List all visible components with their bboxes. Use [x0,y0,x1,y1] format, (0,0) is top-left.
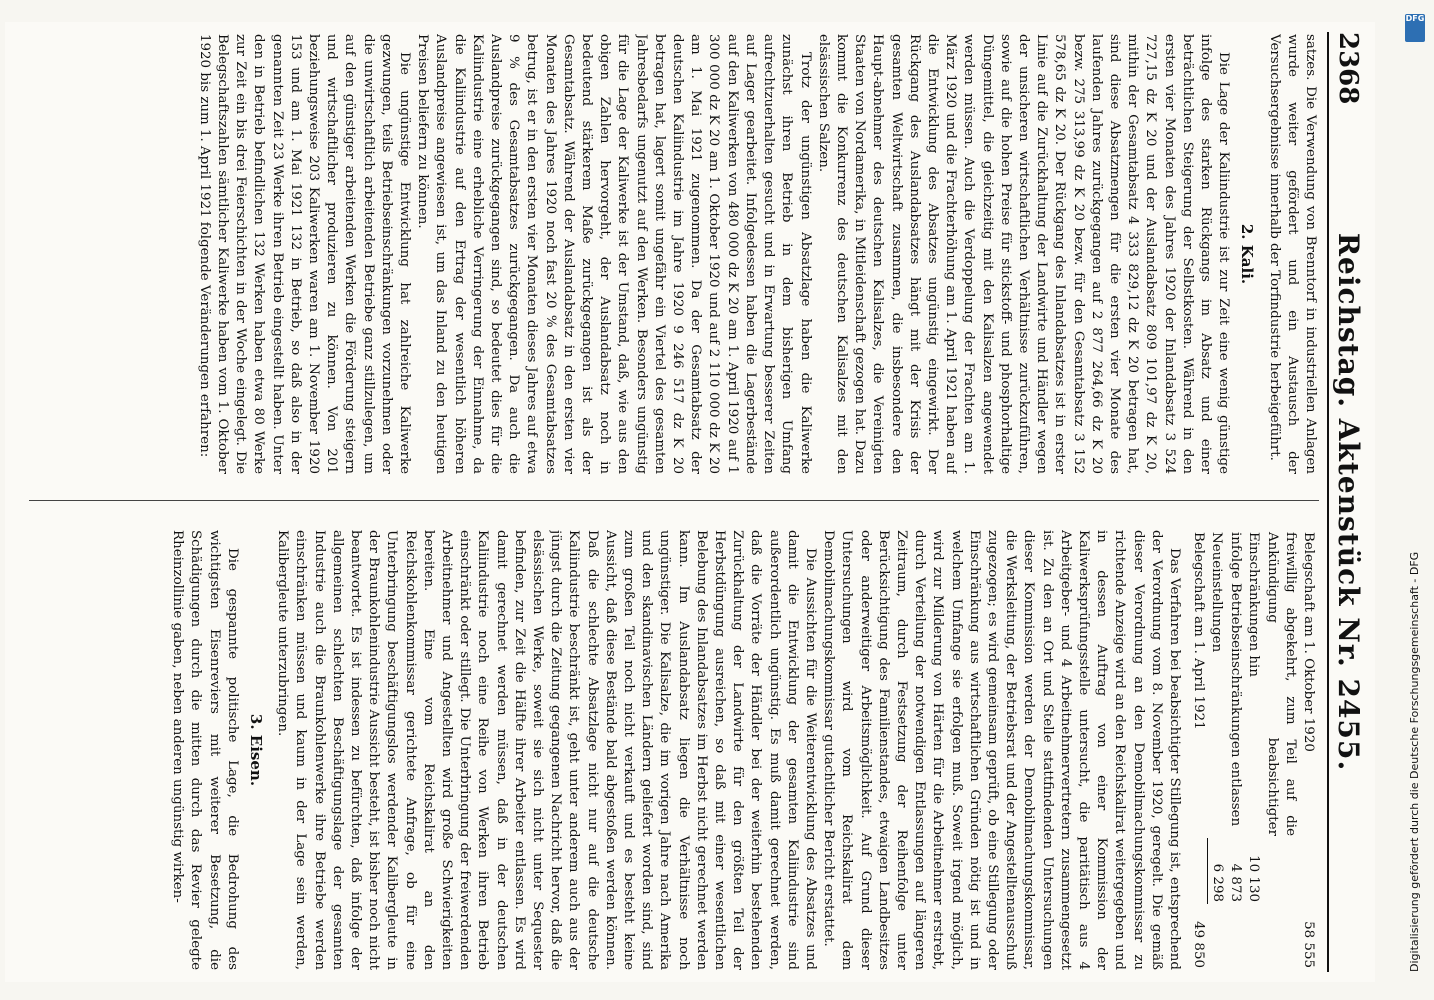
row-value: 58 555 [1301,921,1316,968]
row-label: Belegschaft am 1. April 1921 [1191,532,1207,730]
paragraph: Die Lage der Kaliindustrie ist zur Zeit eine wenig günstige infolge des starken Rückgangs im Absatz und einer beträchtlichen Steigerung der Selbstkosten. Während in den ersten vier Monaten des Jahres 1920 der Inlandabsatz 3 524 727,15 dz K 20 und der Auslandabsatz 809 101,97 dz K 20, mithin der Gesamtabsatz 4 333 829,12 dz K 20 betragen hat, sind diese Absatzmengen für die ersten vier Monate des laufenden Jahres zurückgegangen auf 2 877 264,66 dz K 20 bezw. 275 313,99 dz K 20 bezw. für den Gesamtabsatz 3 152 578,65 dz K 20. Der Rückgang des Inlandabsatzes ist in erster Linie auf die Zurückhaltung der Landwirte und Händler wegen der unsicheren wirtschaftlichen Verhältnisse zurückzuführen, sowie auf die hohen Preise für stickstoff- und phosphorhaltige Düngemittel, die gleichzeitig mit den Kalisalzen angewendet werden müssen. Auch die Verdoppelung der Frachten am 1. März 1920 und die Frachterhöhung am 1. April 1921 haben auf die Entwicklung des Absatzes ungünstig eingewirkt. Der Rückgang des Auslandabsatzes hängt mit der Krisis der gesamten Weltwirtschaft zusammen, die insbesondere den Haupt-abnehmer des deutschen Kalisalzes, die Vereinigten Staaten von Nordamerika, in Mitleidenschaft gezogen hat. Dazu kommt die Konkurrenz des deutschen Kalisalzes mit den elsässischen Salzen. [815,34,1232,474]
left-column [19,34,1319,474]
row-value [1226,904,1244,970]
row-label: infolge Betriebseinschränkungen entlassen [1228,532,1244,827]
table-row [1226,530,1244,970]
row-label: freiwillig abgekehrt, zum Teil auf die Ankündigung beabsichtigter Einschränkungen hin [1246,532,1298,836]
workforce-table [1189,530,1317,970]
page-number: 2368 [1333,32,1363,105]
row-value: 49 850 [1191,921,1207,968]
digitization-stamp [1398,6,1432,994]
row-label: Belegschaft am 1. Oktober 1920 [1301,532,1316,752]
rotated-page [5,22,1375,982]
table-row [1189,530,1207,970]
column-divider [29,500,1319,501]
section-heading-kali: 2. Kali. [1238,223,1257,285]
table-row [1244,530,1299,970]
row-value [1299,838,1317,904]
dfg-logo: DFG [1405,14,1425,42]
paragraph: Die gespannte politische Lage, die Bedrohung des wichtigsten Eisenreviers mit weiterer Besetzung, die Schädigungen durch die mitten durch das Revier gelegte Rheinzollinie gaben, neben anderen ungünstig wirken- [170,530,240,970]
table-row [1299,530,1317,970]
page-title: Reichstag. Aktenstück Nr. 2455. [1332,232,1365,772]
section-heading-eisen: 3. Eisen. [246,713,265,787]
paragraph: Das Verfahren bei beabsichtigter Stillegung ist, entsprechend der Verordnung vom 8. November 1920, geregelt. Die gemäß dieser Verordnung an den Demobilmachungskommissar zu richtende Anzeige wird an den Reichskalirat weitergegeben und in dessen Auftrag von einer Kommission der Kaliwerksprüfungsstelle untersucht, die paritätisch aus 4 Arbeitgeber- und 4 Arbeitnehmervertretern zusammengesetzt ist. Zu den an Ort und Stelle stattfindenden Untersuchungen dieser Kommission werden der Demobilmachungskommissar, die Werksleitung, der Betriebsrat und der Angestelltenausschuß zugezogen; es wird gemeinsam geprüft, ob eine Stillegung oder Einschränkung aus wirtschaftlichen Gründen nötig ist und in welchem Umfange sie erfolgen muß. Soweit irgend möglich, wird zur Milderung von Härten für die Arbeitnehmer erstrebt, durch Verteilung der notwendigen Entlassungen auf längeren Zeitraum, durch Festsetzung der Reihenfolge unter Berücksichtigung des Familienstandes, etwaigen Landbesitzes oder anderweitiger Arbeitsmöglichkeit. Auf Grund dieser Untersuchungen wird vom Reichskalirat dem Demobilmachungskommissar gutachtlicher Bericht erstattet. [821,530,1183,970]
row-value [1207,904,1226,970]
paragraph: Die ungünstige Entwicklung hat zahlreiche Kaliwerke gezwungen, teils Betriebseinschränkungen vorzunehmen oder die unwirtschaftlich arbeitenden Betriebe ganz stillzulegen, um auf den günstiger arbeitenden Werken die Förderung steigern und wirtschaftlicher produzieren zu können. Von 201 beziehungsweise 203 Kaliwerken waren am 1. November 1920 153 und am 1. Mai 1921 132 in Betrieb, so daß also in der genannten Zeit 23 Werke ihren Betrieb eingestellt haben. Unter den in Betrieb befindlichen 132 Werken haben etwa 80 Werke zur Zeit ein bis drei Feierschichten in der Woche eingelegt. Die Belegschaftszahlen sämtlicher Kaliwerke haben vom 1. Oktober 1920 bis zum 1. April 1921 folgende Veränderungen erfahren: [196,34,413,474]
paragraph: satzes. Die Verwendung von Brenntorf in industriellen Anlagen wurde weiter gefördert und ein Austausch der Versuchsergebnisse innerhalb der Torfindustrie herbeigeführt. [1266,34,1318,474]
row-value [1244,904,1299,970]
row-label: Neueinstellungen [1209,532,1225,653]
right-column [19,530,1319,970]
page-header [1327,32,1369,972]
row-value: 10 130 [1246,855,1262,902]
row-value: 6 298 [1207,838,1226,904]
stamp-text: Digitalisierung gefördert durch die Deutsche Forschungsgemeinschaft - DFG [1408,551,1421,972]
paragraph: Trotz der ungünstigen Absatzlage haben die Kaliwerke zunächst ihren Betrieb in dem bisherigen Umfang aufrechtzuerhalten gesucht und in Erwartung besserer Zeiten auf Lager gearbeitet. Infolgedessen haben die Lagerbestände auf den Kaliwerken von 480 000 dz K 20 am 1. April 1920 auf 1 300 000 dz K 20 am 1. Oktober 1920 und auf 2 110 000 dz K 20 am 1. Mai 1921 zugenommen. Da der Gesamtabsatz der deutschen Kaliindustrie im Jahre 1920 9 246 517 dz K 20 betragen hat, lagert somit ungefähr ein Viertel des gesamten Jahresbedarfs ungenutzt auf den Werken. Besonders ungünstig für die Lage der Kaliwerke ist der Umstand, daß, wie aus den obigen Zahlen hervorgeht, der Auslandabsatz noch in bedeutend stärkerem Maße zurückgegangen ist als der Gesamtabsatz. Während der Auslandabsatz in den ersten vier Monaten des Jahres 1920 noch fast 20 % des Gesamtabsatzes betrug, ist er in den ersten vier Monaten dieses Jahres auf etwa 9 % des Gesamtabsatzes zurückgegangen. Da auch die Auslandpreise zurückgegangen sind, so bedeutet dies für die Kaliindustrie eine erhebliche Verringerung der Einnahme, da die Kaliindustrie auf den Ertrag der wesentlich höheren Auslandpreise angewiesen ist, um das Inland zu den heutigen Preisen beliefern zu können. [415,34,813,474]
row-value: 4 873 [1228,863,1244,902]
table-row [1207,530,1226,970]
row-value [1189,838,1207,904]
paragraph: Die Aussichten für die Weiterentwicklung des Absatzes und damit die Entwicklung der gesamten Kaliindustrie sind außerordentlich ungünstig. Es muß damit gerechnet werden, daß die Vorräte der Händler bei der weiterhin bestehenden Zurückhaltung der Landwirte für den größten Teil der Herbstdüngung ausreichen, so daß mit einer wesentlichen Belebung des Inlandabsatzes im Herbst nicht gerechnet werden kann. Im Auslandabsatz liegen die Verhältnisse noch ungünstiger. Die Kalisalze, die im vorigen Jahre nach Amerika und den skandinavischen Ländern geliefert worden sind, sind zum großen Teil noch nicht verkauft und es besteht keine Aussicht, daß diese Bestände bald abgestoßen werden können. Daß die schlechte Absatzlage nicht nur auf die deutsche Kaliindustrie beschränkt ist, geht unter anderem auch aus der jüngst durch die Zeitung gegangenen Nachricht hervor, daß die elsässischen Werke, soweit sie sich nicht unter Sequester befinden, zur Zeit die Hälfte ihrer Arbeiter entlassen. Es wird damit gerechnet werden müssen, daß in der deutschen Kaliindustrie noch eine Reihe von Werken ihren Betrieb einschränkt oder stillegt. Die Unterbringung der freiwerdenden Arbeitnehmer und Angestellten wird große Schwierigkeiten bereiten. Eine vom Reichskalirat an den Reichskohlenkommissar gerichtete Anfrage, ob für eine Unterbringung beschäftigungslos werdender Kalibergleute in der Braunkohlenindustrie Aussicht besteht, ist bisher noch nicht beantwortet. Es ist indessen zu befürchten, daß infolge der allgemeinen schlechten Beschäftigungslage der gesamten Industrie auch die Braunkohlenwerke ihre Betriebe werden einschränken müssen und kaum in der Lage sein werden, Kalibergleute unterzubringen. [275,530,819,970]
